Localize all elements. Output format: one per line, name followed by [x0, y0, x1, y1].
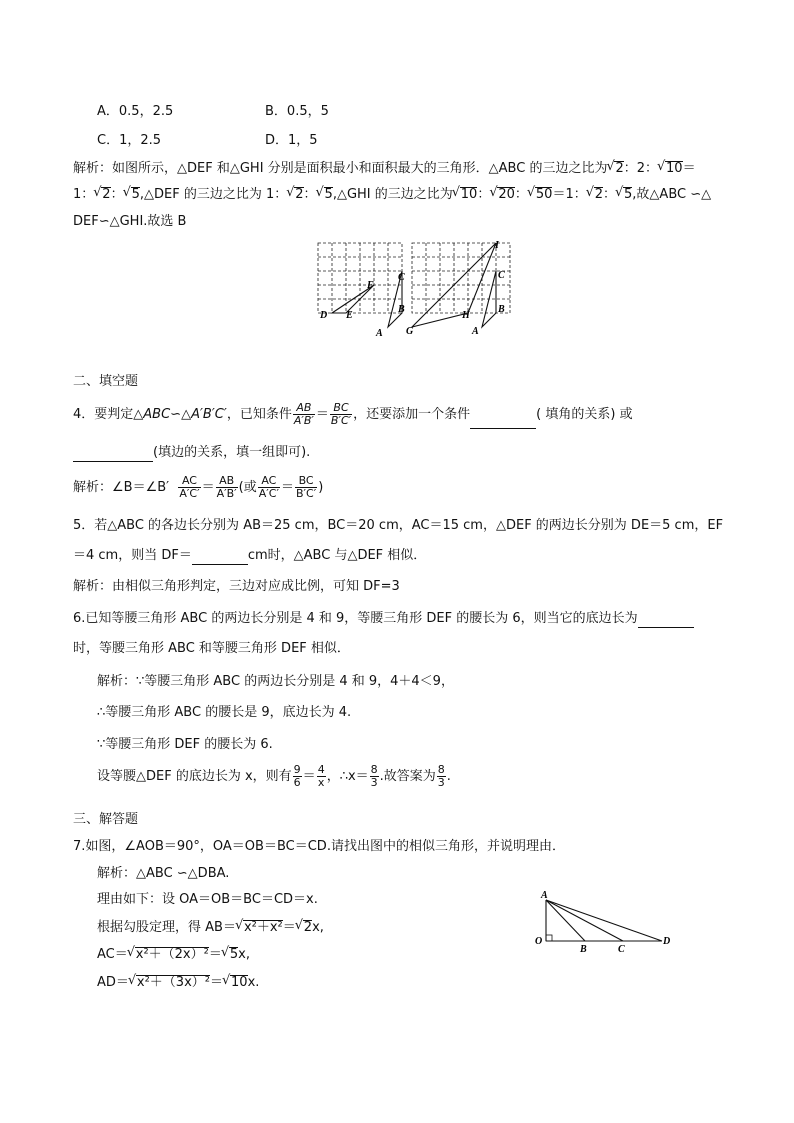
- section-answer: 三、解答题: [73, 812, 139, 827]
- label-i: I: [495, 240, 499, 251]
- q4-blank-side[interactable]: [73, 447, 153, 462]
- q6-solution-3: ∵等腰三角形 DEF 的腰长为 6.: [97, 737, 273, 752]
- label-f: F: [367, 280, 374, 291]
- q5-line1: 5．若△ABC 的各边长分别为 AB＝25 cm，BC＝20 cm，AC＝15 cm，△DEF 的两边长分别为 DE＝5 cm，EF: [73, 518, 724, 533]
- grid-triangles-figure: [312, 238, 518, 338]
- q5-blank[interactable]: [192, 550, 248, 565]
- q7-line1: 7.如图，∠AOB＝90°，OA＝OB＝BC＝CD.请找出图中的相似三角形，并说明理由．: [73, 839, 565, 854]
- label-d: D: [663, 936, 671, 947]
- section-fill-in: 二、填空题: [73, 374, 139, 389]
- label-b2: B: [498, 304, 505, 315]
- label-a: A: [376, 328, 383, 338]
- q3-solution-line2: 1：√ 2：√ 5,△DEF 的三边之比为 1：√ 2：√ 5,△GHI 的三边之比为√ 10：√ 20：√ 50＝1：√ 2：√ 5,故△ABC ∽△: [73, 186, 711, 204]
- q7-solution-2: 理由如下：设 OA＝OB＝BC＝CD＝x.: [97, 892, 318, 907]
- right-triangle-figure: [530, 888, 680, 954]
- label-c: C: [398, 272, 405, 283]
- label-o: O: [535, 936, 543, 947]
- q6-solution-2: ∴等腰三角形 ABC 的腰长是 9，底边长为 4.: [97, 705, 352, 720]
- label-c: C: [618, 944, 625, 954]
- q4-line2: (填边的关系，填一组即可).: [73, 444, 310, 462]
- q7-solution-5: AD＝√ x²＋（3x）²＝√ 10x.: [97, 974, 259, 992]
- q7-solution-1: 解析：△ABC ∽△DBA.: [97, 866, 230, 881]
- label-h: H: [462, 310, 470, 321]
- label-a: A: [541, 890, 548, 901]
- q5-solution: 解析：由相似三角形判定，三边对应成比例，可知 DF=3: [73, 579, 400, 594]
- q4-solution: 解析：∠B＝∠B′ $\frac{AC}{A'C'}$ ＝ $\frac{AB}{A'B'}$ (或 $\frac{AC}{A'C'}$ ＝ $\frac{BC}{B'C'}$ ): [73, 474, 324, 500]
- q4-line1: 4．要判定△ABC∽△A′B′C′，已知条件 $\frac{AB}{A'B'}$ ＝ $\frac{BC}{B'C'}$ ，还要添加一个条件 ( 填角的关系) 或: [73, 401, 633, 427]
- q5-line2: ＝4 cm，则当 DF＝ cm时，△ABC 与△DEF 相似．: [73, 548, 427, 563]
- q3-solution-line3: DEF∽△GHI.故选 B: [73, 214, 187, 229]
- label-g: G: [406, 326, 414, 337]
- label-a2: A: [472, 326, 479, 337]
- label-c2: C: [498, 270, 505, 281]
- label-b: B: [398, 304, 405, 315]
- q6-solution-4: 设等腰△DEF 的底边长为 x，则有 $\frac{9}{6}$ ＝ $\frac{4}{x}$ ，∴x＝ $\frac{8}{3}$ .故答案为 $\frac{8}{3}$ .: [97, 763, 451, 789]
- q6-line1: 6.已知等腰三角形 ABC 的两边长分别是 4 和 9，等腰三角形 DEF 的腰长为 6，则当它的底边长为: [73, 610, 694, 628]
- option-c: C．1，2.5: [97, 133, 162, 148]
- q7-solution-3: 根据勾股定理，得 AB＝√ x²＋x²＝√ 2x,: [97, 919, 324, 937]
- option-d: D．1，5: [265, 133, 318, 148]
- q6-blank[interactable]: [638, 613, 694, 628]
- q4-blank-angle[interactable]: [470, 414, 536, 429]
- label-e: E: [346, 310, 353, 321]
- q6-solution-1: 解析：∵等腰三角形 ABC 的两边长分别是 4 和 9，4＋4＜9，: [97, 674, 454, 689]
- option-b: B．0.5，5: [265, 104, 329, 119]
- q6-line2: 时，等腰三角形 ABC 和等腰三角形 DEF 相似．: [73, 641, 350, 656]
- label-b: B: [580, 944, 587, 954]
- option-a: A．0.5，2.5: [97, 104, 174, 119]
- q7-solution-4: AC＝√ x²＋（2x）²＝√ 5x,: [97, 946, 250, 964]
- label-d: D: [320, 310, 328, 321]
- q3-solution-line1: 解析：如图所示，△DEF 和△GHI 分别是面积最小和面积最大的三角形．△ABC 的三边之比为√ 2：2：√ 10＝: [73, 160, 696, 178]
